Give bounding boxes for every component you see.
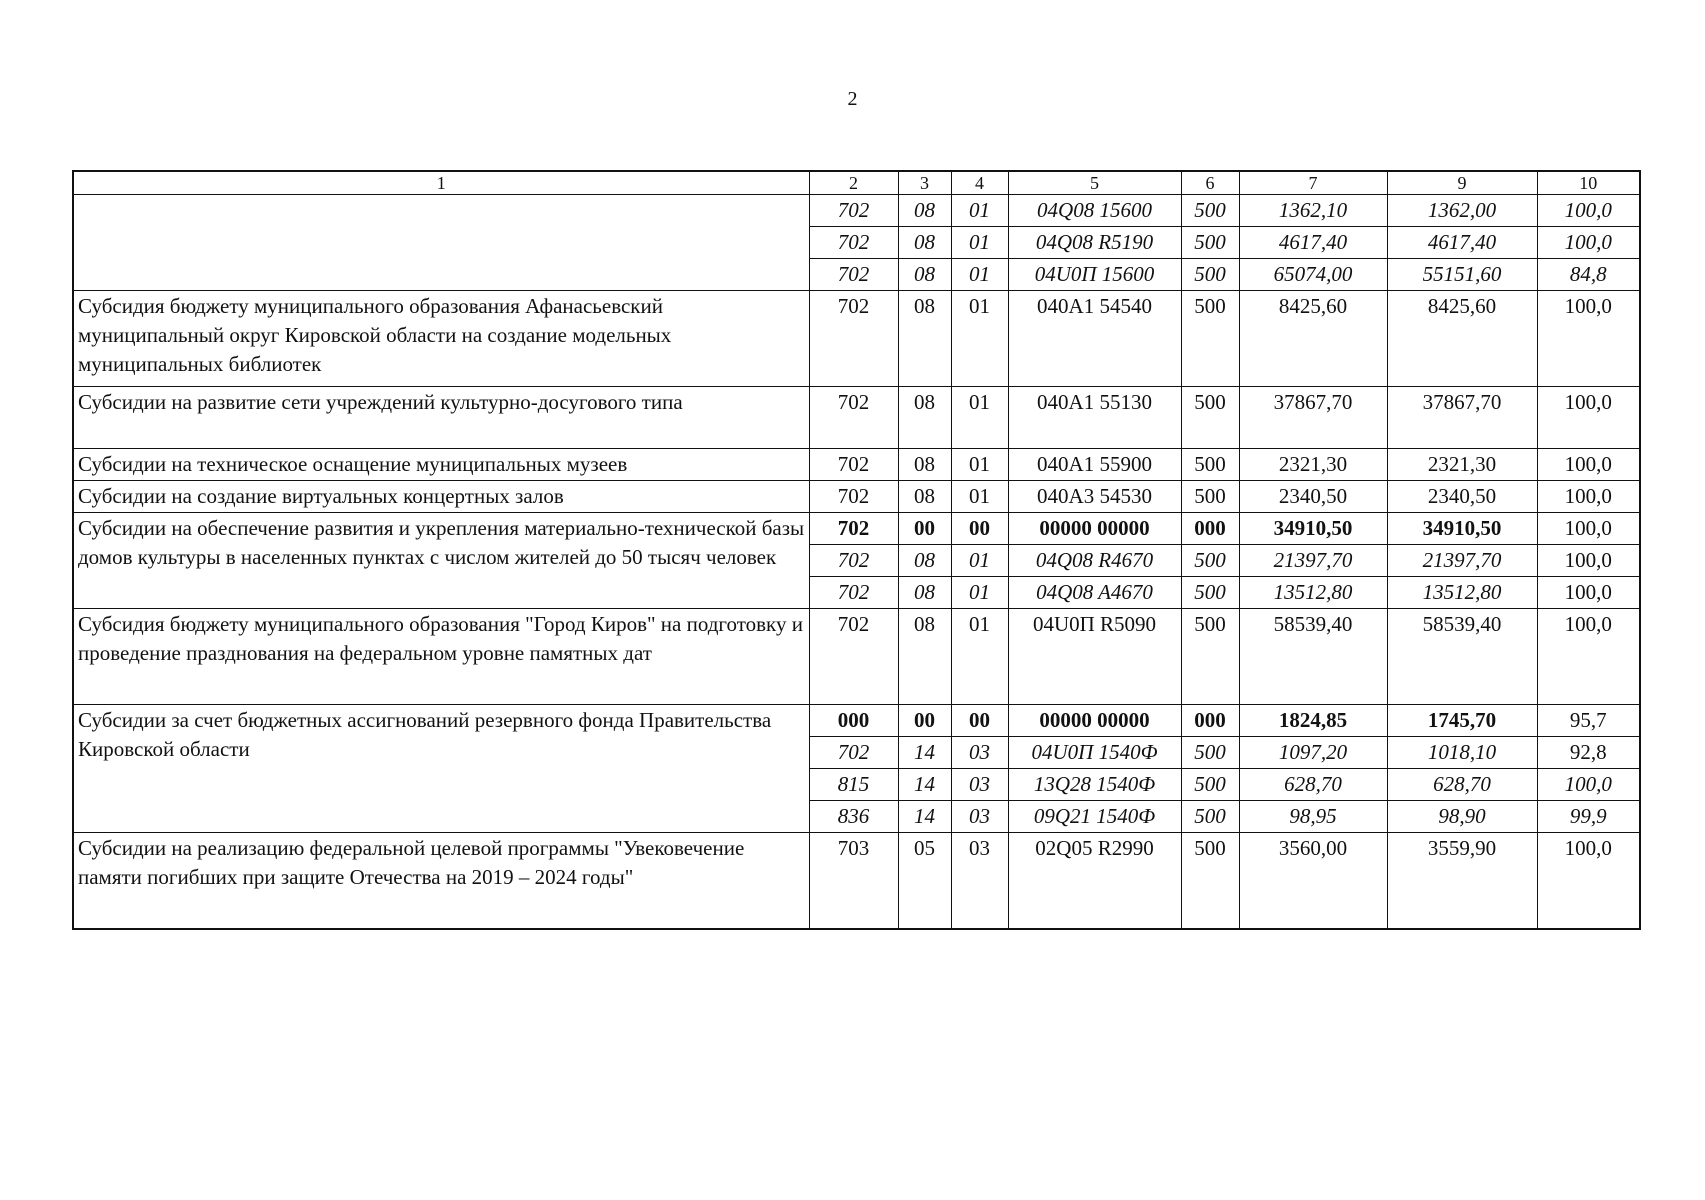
table-row	[73, 481, 1640, 513]
cell-plan: 37867,70	[1239, 387, 1387, 449]
cell-plan: 628,70	[1239, 769, 1387, 801]
cell-plan: 21397,70	[1239, 545, 1387, 577]
cell-expense-type: 000	[1181, 705, 1239, 737]
cell-subsection: 03	[951, 769, 1008, 801]
cell-expense-type: 500	[1181, 449, 1239, 481]
cell-actual: 2340,50	[1387, 481, 1537, 513]
cell-plan: 34910,50	[1239, 513, 1387, 545]
cell-actual: 4617,40	[1387, 227, 1537, 259]
cell-percent: 100,0	[1537, 577, 1640, 609]
cell-target-code: 04U0П 15600	[1008, 259, 1181, 291]
column-header: 3	[898, 171, 951, 195]
budget-table	[72, 170, 1641, 930]
cell-expense-type: 000	[1181, 513, 1239, 545]
column-header: 5	[1008, 171, 1181, 195]
cell-expense-type: 500	[1181, 227, 1239, 259]
cell-expense-type: 500	[1181, 387, 1239, 449]
column-header: 10	[1537, 171, 1640, 195]
row-description: Субсидии на создание виртуальных концертных залов	[73, 481, 809, 513]
cell-actual: 628,70	[1387, 769, 1537, 801]
cell-gov: 702	[809, 609, 898, 705]
cell-actual: 1018,10	[1387, 737, 1537, 769]
cell-gov: 702	[809, 387, 898, 449]
cell-section: 08	[898, 387, 951, 449]
column-header: 4	[951, 171, 1008, 195]
cell-section: 05	[898, 833, 951, 929]
cell-actual: 1362,00	[1387, 195, 1537, 227]
cell-subsection: 01	[951, 449, 1008, 481]
row-description: Субсидия бюджету муниципального образования "Город Киров" на подготовку и проведение празднования на федеральном уровне памятных дат	[73, 609, 809, 705]
cell-target-code: 04Q08 A4670	[1008, 577, 1181, 609]
cell-percent: 100,0	[1537, 481, 1640, 513]
header-row	[73, 171, 1640, 195]
cell-gov: 836	[809, 801, 898, 833]
cell-target-code: 04Q08 15600	[1008, 195, 1181, 227]
cell-section: 08	[898, 449, 951, 481]
cell-actual: 21397,70	[1387, 545, 1537, 577]
cell-percent: 95,7	[1537, 705, 1640, 737]
cell-percent: 100,0	[1537, 449, 1640, 481]
cell-actual: 34910,50	[1387, 513, 1537, 545]
cell-percent: 100,0	[1537, 769, 1640, 801]
cell-subsection: 00	[951, 513, 1008, 545]
cell-actual: 37867,70	[1387, 387, 1537, 449]
cell-gov: 000	[809, 705, 898, 737]
cell-actual: 98,90	[1387, 801, 1537, 833]
cell-percent: 99,9	[1537, 801, 1640, 833]
cell-section: 08	[898, 481, 951, 513]
cell-expense-type: 500	[1181, 481, 1239, 513]
page-number: 2	[847, 88, 858, 110]
cell-plan: 1362,10	[1239, 195, 1387, 227]
table-row	[73, 705, 1640, 737]
cell-plan: 1097,20	[1239, 737, 1387, 769]
cell-actual: 3559,90	[1387, 833, 1537, 929]
cell-plan: 1824,85	[1239, 705, 1387, 737]
cell-target-code: 04U0П R5090	[1008, 609, 1181, 705]
cell-subsection: 01	[951, 545, 1008, 577]
cell-plan: 98,95	[1239, 801, 1387, 833]
table-row	[73, 291, 1640, 387]
cell-percent: 100,0	[1537, 545, 1640, 577]
cell-gov: 702	[809, 545, 898, 577]
cell-subsection: 03	[951, 801, 1008, 833]
cell-target-code: 04Q08 R5190	[1008, 227, 1181, 259]
cell-target-code: 040A1 55130	[1008, 387, 1181, 449]
cell-expense-type: 500	[1181, 737, 1239, 769]
cell-target-code: 02Q05 R2990	[1008, 833, 1181, 929]
cell-gov: 702	[809, 195, 898, 227]
cell-actual: 58539,40	[1387, 609, 1537, 705]
cell-gov: 702	[809, 227, 898, 259]
cell-target-code: 040A1 54540	[1008, 291, 1181, 387]
cell-section: 14	[898, 769, 951, 801]
cell-actual: 1745,70	[1387, 705, 1537, 737]
cell-plan: 58539,40	[1239, 609, 1387, 705]
row-description: Субсидии на реализацию федеральной целевой программы "Увековечение памяти погибших при защите Отечества на 2019 – 2024 годы"	[73, 833, 809, 929]
column-header: 1	[73, 171, 809, 195]
cell-subsection: 01	[951, 387, 1008, 449]
cell-plan: 2321,30	[1239, 449, 1387, 481]
row-description: Субсидии на техническое оснащение муниципальных музеев	[73, 449, 809, 481]
cell-actual: 2321,30	[1387, 449, 1537, 481]
cell-target-code: 04Q08 R4670	[1008, 545, 1181, 577]
cell-percent: 100,0	[1537, 195, 1640, 227]
cell-target-code: 00000 00000	[1008, 705, 1181, 737]
cell-section: 14	[898, 737, 951, 769]
row-description: Субсидии на обеспечение развития и укрепления материально-технической базы домов культуры в населенных пунктах с числом жителей до 50 тысяч человек	[73, 513, 809, 609]
cell-expense-type: 500	[1181, 291, 1239, 387]
cell-actual: 8425,60	[1387, 291, 1537, 387]
cell-gov: 702	[809, 513, 898, 545]
cell-subsection: 01	[951, 481, 1008, 513]
cell-section: 08	[898, 195, 951, 227]
cell-subsection: 01	[951, 577, 1008, 609]
cell-subsection: 03	[951, 737, 1008, 769]
row-description: Субсидия бюджету муниципального образования Афанасьевский муниципальный округ Кировской области на создание модельных муниципальных библиотек	[73, 291, 809, 387]
cell-expense-type: 500	[1181, 609, 1239, 705]
row-description: Субсидии на развитие сети учреждений культурно-досугового типа	[73, 387, 809, 449]
cell-target-code: 040A3 54530	[1008, 481, 1181, 513]
cell-section: 08	[898, 577, 951, 609]
cell-expense-type: 500	[1181, 577, 1239, 609]
cell-section: 08	[898, 545, 951, 577]
table-row	[73, 833, 1640, 929]
cell-section: 00	[898, 705, 951, 737]
cell-expense-type: 500	[1181, 259, 1239, 291]
cell-gov: 703	[809, 833, 898, 929]
cell-expense-type: 500	[1181, 195, 1239, 227]
cell-percent: 100,0	[1537, 291, 1640, 387]
cell-section: 08	[898, 609, 951, 705]
column-header: 2	[809, 171, 898, 195]
table-row	[73, 449, 1640, 481]
cell-expense-type: 500	[1181, 833, 1239, 929]
table-row	[73, 387, 1640, 449]
cell-gov: 702	[809, 259, 898, 291]
column-header: 9	[1387, 171, 1537, 195]
cell-percent: 84,8	[1537, 259, 1640, 291]
cell-target-code: 040A1 55900	[1008, 449, 1181, 481]
table-row	[73, 513, 1640, 545]
cell-plan: 2340,50	[1239, 481, 1387, 513]
column-header: 7	[1239, 171, 1387, 195]
cell-percent: 92,8	[1537, 737, 1640, 769]
cell-subsection: 01	[951, 609, 1008, 705]
cell-section: 08	[898, 227, 951, 259]
cell-plan: 8425,60	[1239, 291, 1387, 387]
cell-subsection: 03	[951, 833, 1008, 929]
cell-plan: 65074,00	[1239, 259, 1387, 291]
cell-percent: 100,0	[1537, 227, 1640, 259]
column-header: 6	[1181, 171, 1239, 195]
cell-gov: 702	[809, 737, 898, 769]
cell-target-code: 00000 00000	[1008, 513, 1181, 545]
cell-plan: 13512,80	[1239, 577, 1387, 609]
cell-subsection: 01	[951, 259, 1008, 291]
cell-target-code: 13Q28 1540Ф	[1008, 769, 1181, 801]
cell-subsection: 01	[951, 291, 1008, 387]
cell-section: 08	[898, 259, 951, 291]
row-description: Субсидии за счет бюджетных ассигнований резервного фонда Правительства Кировской области	[73, 705, 809, 833]
cell-actual: 13512,80	[1387, 577, 1537, 609]
cell-section: 08	[898, 291, 951, 387]
cell-section: 00	[898, 513, 951, 545]
cell-plan: 3560,00	[1239, 833, 1387, 929]
cell-expense-type: 500	[1181, 545, 1239, 577]
cell-gov: 702	[809, 481, 898, 513]
cell-subsection: 01	[951, 195, 1008, 227]
cell-subsection: 00	[951, 705, 1008, 737]
cell-gov: 702	[809, 449, 898, 481]
cell-target-code: 09Q21 1540Ф	[1008, 801, 1181, 833]
cell-percent: 100,0	[1537, 609, 1640, 705]
table-row	[73, 195, 1640, 227]
cell-percent: 100,0	[1537, 833, 1640, 929]
cell-section: 14	[898, 801, 951, 833]
cell-plan: 4617,40	[1239, 227, 1387, 259]
cell-gov: 702	[809, 291, 898, 387]
cell-actual: 55151,60	[1387, 259, 1537, 291]
cell-expense-type: 500	[1181, 769, 1239, 801]
cell-gov: 702	[809, 577, 898, 609]
cell-percent: 100,0	[1537, 387, 1640, 449]
row-description-empty	[73, 195, 809, 291]
cell-percent: 100,0	[1537, 513, 1640, 545]
cell-expense-type: 500	[1181, 801, 1239, 833]
cell-subsection: 01	[951, 227, 1008, 259]
table-row	[73, 609, 1640, 705]
cell-target-code: 04U0П 1540Ф	[1008, 737, 1181, 769]
cell-gov: 815	[809, 769, 898, 801]
